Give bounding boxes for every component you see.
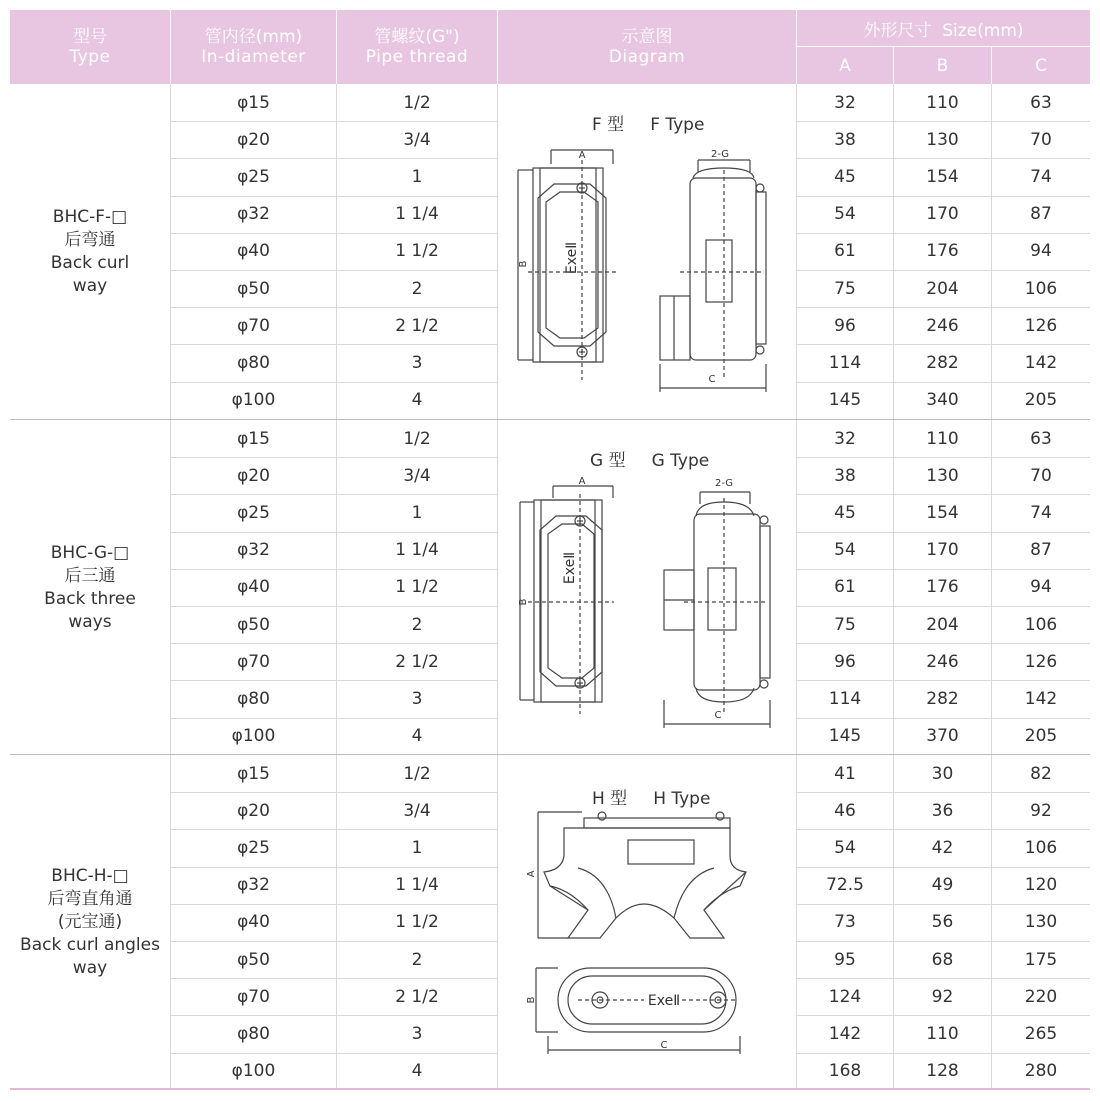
size-b-cell: 56 (931, 912, 954, 933)
diagram-label-a: A (526, 870, 537, 878)
type-name-zh: 后弯直角通 (47, 889, 133, 909)
row-divider (796, 457, 1090, 458)
type-cell-h (10, 755, 170, 1090)
diagram-title-en: G Type (651, 451, 710, 471)
pipe-thread-cell: 3 (411, 352, 423, 373)
row-divider (170, 829, 497, 830)
row-divider (170, 382, 497, 383)
size-a-cell: 73 (834, 912, 856, 933)
pipe-thread-cell: 2 1/2 (395, 651, 439, 672)
header-sep (497, 10, 498, 84)
size-c-cell: 87 (1030, 204, 1052, 225)
header-sep (170, 10, 171, 84)
size-b-cell: 246 (926, 651, 959, 672)
row-divider (796, 307, 1090, 308)
size-a-cell: 95 (834, 949, 856, 970)
row-divider (170, 606, 497, 607)
size-b-cell: 246 (926, 315, 959, 336)
inner-diameter-cell: φ32 (237, 540, 270, 561)
diagram-title-f (592, 110, 704, 135)
pipe-thread-cell: 1 (411, 166, 423, 187)
row-divider (796, 196, 1090, 197)
row-divider (170, 1015, 497, 1016)
inner-diameter-cell: φ80 (237, 688, 270, 709)
pipe-thread-cell: 2 1/2 (395, 315, 439, 336)
header-type-en: Type (69, 47, 111, 67)
diagram-title-en: H Type (653, 789, 711, 809)
pipe-thread-cell: 1/2 (403, 92, 431, 113)
row-divider (796, 158, 1090, 159)
size-c-cell: 280 (1024, 1061, 1058, 1082)
row-divider (796, 532, 1090, 533)
header-size: 外形尺寸 Size(mm) (797, 10, 1090, 46)
header-thread-en: Pipe thread (365, 47, 469, 67)
size-b-cell: 154 (926, 502, 959, 523)
row-divider (796, 941, 1090, 942)
header-sep (893, 47, 894, 84)
row-divider (796, 829, 1090, 830)
size-c-cell: 205 (1024, 726, 1058, 747)
pipe-thread-cell: 4 (411, 726, 423, 747)
diagram-marking: ExeⅡ (647, 993, 681, 1009)
size-a-cell: 145 (828, 390, 862, 411)
size-b-cell: 154 (926, 166, 959, 187)
row-divider (796, 270, 1090, 271)
pipe-thread-cell: 4 (411, 390, 423, 411)
row-divider (796, 569, 1090, 570)
diagram-label-g: 2-G (714, 478, 734, 489)
size-b-cell: 128 (926, 1061, 959, 1082)
diagram-label-b: B (518, 598, 529, 606)
pipe-thread-cell: 2 (411, 278, 423, 299)
row-divider (796, 382, 1090, 383)
size-a-cell: 46 (834, 800, 856, 821)
size-a-cell: 61 (834, 577, 856, 598)
header-size-b: B (894, 47, 991, 84)
pipe-thread-cell: 1/2 (403, 763, 431, 784)
size-c-cell: 70 (1030, 129, 1052, 150)
row-divider (170, 978, 497, 979)
inner-diameter-cell: φ40 (237, 241, 270, 262)
size-c-cell: 126 (1024, 315, 1058, 336)
size-c-cell: 205 (1024, 390, 1058, 411)
diagram-f (498, 140, 796, 400)
row-divider (170, 941, 497, 942)
size-a-cell: 75 (834, 278, 856, 299)
inner-diameter-cell: φ15 (237, 763, 270, 784)
size-b-cell: 30 (931, 763, 954, 784)
size-c-cell: 106 (1024, 614, 1058, 635)
diagram-label-c: C (714, 710, 722, 721)
type-cell-f (10, 84, 170, 419)
pipe-thread-cell: 4 (411, 1061, 423, 1082)
size-c-cell: 220 (1024, 986, 1058, 1007)
inner-diameter-cell: φ40 (237, 577, 270, 598)
row-divider (170, 457, 497, 458)
header-thread (337, 10, 497, 84)
row-divider (796, 121, 1090, 122)
inner-diameter-cell: φ50 (237, 278, 270, 299)
size-b-cell: 49 (931, 875, 954, 896)
inner-diameter-cell: φ100 (231, 1061, 276, 1082)
row-divider (796, 1053, 1090, 1054)
row-divider (170, 344, 497, 345)
row-divider (796, 718, 1090, 719)
inner-diameter-cell: φ100 (231, 390, 276, 411)
header-sep (336, 10, 337, 84)
diagram-g (498, 474, 796, 734)
size-a-cell: 72.5 (826, 875, 864, 896)
inner-diameter-cell: φ70 (237, 651, 270, 672)
table-bottom-border (10, 1088, 1090, 1090)
size-a-cell: 54 (834, 837, 856, 858)
size-c-cell: 63 (1030, 92, 1052, 113)
type-name-zh: 后弯通 (64, 229, 116, 250)
size-c-cell: 142 (1024, 352, 1058, 373)
size-a-cell: 124 (828, 986, 862, 1007)
size-c-cell: 130 (1024, 912, 1058, 933)
inner-diameter-cell: φ40 (237, 912, 270, 933)
row-divider (796, 643, 1090, 644)
pipe-thread-cell: 2 1/2 (395, 986, 439, 1007)
size-b-cell: 170 (926, 540, 959, 561)
size-c-cell: 126 (1024, 651, 1058, 672)
size-c-cell: 265 (1024, 1023, 1058, 1044)
row-divider (796, 233, 1090, 234)
size-c-cell: 92 (1030, 800, 1052, 821)
pipe-thread-cell: 1 1/4 (395, 204, 439, 225)
size-c-cell: 87 (1030, 540, 1052, 561)
diagram-label-b: B (518, 260, 529, 268)
row-divider (170, 867, 497, 868)
size-b-cell: 68 (931, 949, 954, 970)
pipe-thread-cell: 3 (411, 1023, 423, 1044)
size-a-cell: 45 (834, 166, 856, 187)
type-name-en: (元宝通) (57, 912, 123, 932)
inner-diameter-cell: φ32 (237, 204, 270, 225)
type-code: BHC-G-□ (50, 542, 130, 563)
inner-diameter-cell: φ25 (237, 837, 270, 858)
pipe-thread-cell: 2 (411, 614, 423, 635)
row-divider (170, 569, 497, 570)
size-c-cell: 94 (1030, 577, 1052, 598)
type-name-en: Back curl (50, 252, 130, 273)
pipe-thread-cell: 1 (411, 837, 423, 858)
size-c-cell: 74 (1030, 166, 1052, 187)
size-a-cell: 114 (828, 688, 862, 709)
size-a-cell: 75 (834, 614, 856, 635)
size-b-cell: 282 (926, 352, 959, 373)
header-inner-en: In-diameter (201, 47, 306, 67)
size-a-cell: 96 (834, 651, 856, 672)
pipe-thread-cell: 1 1/4 (395, 540, 439, 561)
size-a-cell: 61 (834, 241, 856, 262)
row-divider (170, 532, 497, 533)
size-a-cell: 145 (828, 726, 862, 747)
row-divider (796, 494, 1090, 495)
inner-diameter-cell: φ80 (237, 352, 270, 373)
pipe-thread-cell: 1 1/4 (395, 875, 439, 896)
size-a-cell: 38 (834, 129, 856, 150)
row-divider (796, 344, 1090, 345)
size-b-cell: 36 (931, 800, 954, 821)
row-divider (796, 606, 1090, 607)
header-sep (796, 10, 797, 84)
inner-diameter-cell: φ20 (237, 465, 270, 486)
inner-diameter-cell: φ80 (237, 1023, 270, 1044)
size-c-cell: 142 (1024, 688, 1058, 709)
size-c-cell: 82 (1030, 763, 1052, 784)
size-b-cell: 130 (926, 465, 959, 486)
header-inner-zh: 管内径(mm) (204, 27, 303, 47)
group-divider (10, 754, 1090, 755)
size-b-cell: 110 (926, 428, 959, 449)
header-diagram-zh: 示意图 (621, 27, 673, 47)
diagram-label-c: C (708, 374, 716, 385)
size-c-cell: 175 (1024, 949, 1058, 970)
diagram-label-g: 2-G (710, 149, 730, 160)
header-sep (991, 47, 992, 84)
pipe-thread-cell: 3/4 (403, 800, 431, 821)
size-b-cell: 110 (926, 92, 959, 113)
header-inner (171, 10, 336, 84)
pipe-thread-cell: 1 1/2 (395, 912, 439, 933)
inner-diameter-cell: φ20 (237, 129, 270, 150)
header-diagram-en: Diagram (608, 47, 686, 67)
row-divider (796, 978, 1090, 979)
size-b-cell: 92 (931, 986, 954, 1007)
size-b-cell: 176 (926, 241, 959, 262)
diagram-title-zh: G 型 (590, 451, 626, 471)
size-b-cell: 170 (926, 204, 959, 225)
size-c-cell: 74 (1030, 502, 1052, 523)
pipe-thread-cell: 3/4 (403, 465, 431, 486)
row-divider (796, 1015, 1090, 1016)
size-c-cell: 106 (1024, 837, 1058, 858)
header-sep (797, 46, 1090, 47)
size-c-cell: 63 (1030, 428, 1052, 449)
pipe-thread-cell: 2 (411, 949, 423, 970)
size-a-cell: 54 (834, 204, 856, 225)
type-code: BHC-H-□ (51, 866, 129, 886)
header-size-c: C (992, 47, 1090, 84)
diagram-label-a: A (578, 476, 586, 487)
type-name-en: Back three (44, 588, 136, 609)
size-b-cell: 282 (926, 688, 959, 709)
pipe-thread-cell: 1 1/2 (395, 241, 439, 262)
type-code: BHC-F-□ (52, 206, 128, 227)
row-divider (170, 718, 497, 719)
size-a-cell: 32 (834, 92, 856, 113)
size-a-cell: 114 (828, 352, 862, 373)
inner-diameter-cell: φ50 (237, 949, 270, 970)
diagram-label-a: A (578, 150, 586, 161)
size-c-cell: 120 (1024, 875, 1058, 896)
size-c-cell: 70 (1030, 465, 1052, 486)
size-b-cell: 340 (926, 390, 959, 411)
pipe-thread-cell: 1/2 (403, 428, 431, 449)
group-divider (10, 419, 1090, 420)
header-diagram (498, 10, 796, 84)
size-b-cell: 176 (926, 577, 959, 598)
size-b-cell: 204 (926, 278, 959, 299)
size-c-cell: 94 (1030, 241, 1052, 262)
diagram-h (498, 800, 796, 1060)
size-a-cell: 168 (828, 1061, 862, 1082)
row-divider (796, 792, 1090, 793)
pipe-thread-cell: 1 (411, 502, 423, 523)
diagram-marking: ExeⅡ (562, 551, 578, 585)
row-divider (170, 680, 497, 681)
row-divider (170, 196, 497, 197)
inner-diameter-cell: φ25 (237, 166, 270, 187)
size-a-cell: 142 (828, 1023, 862, 1044)
inner-diameter-cell: φ25 (237, 502, 270, 523)
size-c-cell: 106 (1024, 278, 1058, 299)
pipe-thread-cell: 3 (411, 688, 423, 709)
pipe-thread-cell: 1 1/2 (395, 577, 439, 598)
diagram-title-en: F Type (650, 115, 705, 135)
diagram-title-zh: H 型 (592, 789, 628, 809)
size-b-cell: 42 (931, 837, 954, 858)
type-cell-g (10, 420, 170, 755)
row-divider (170, 1053, 497, 1054)
row-divider (796, 904, 1090, 905)
size-a-cell: 54 (834, 540, 856, 561)
row-divider (170, 121, 497, 122)
size-a-cell: 41 (834, 763, 856, 784)
inner-diameter-cell: φ20 (237, 800, 270, 821)
row-divider (170, 904, 497, 905)
inner-diameter-cell: φ70 (237, 986, 270, 1007)
header-size-a: A (797, 47, 893, 84)
inner-diameter-cell: φ70 (237, 315, 270, 336)
size-b-cell: 204 (926, 614, 959, 635)
row-divider (170, 233, 497, 234)
pipe-thread-cell: 3/4 (403, 129, 431, 150)
row-divider (170, 792, 497, 793)
type-name-zh: 后三通 (64, 565, 116, 586)
size-b-cell: 370 (926, 726, 959, 747)
row-divider (796, 867, 1090, 868)
row-divider (170, 270, 497, 271)
size-b-cell: 110 (926, 1023, 959, 1044)
row-divider (170, 158, 497, 159)
size-a-cell: 38 (834, 465, 856, 486)
header-type (10, 10, 170, 84)
row-divider (796, 680, 1090, 681)
inner-diameter-cell: φ15 (237, 92, 270, 113)
row-divider (170, 307, 497, 308)
diagram-title-zh: F 型 (592, 115, 625, 135)
diagram-label-c: C (660, 1040, 668, 1051)
size-a-cell: 32 (834, 428, 856, 449)
header-thread-zh: 管螺纹(G") (374, 27, 460, 47)
type-name-en: way (72, 958, 108, 978)
header-type-zh: 型号 (73, 27, 107, 47)
type-name-en: ways (68, 611, 112, 632)
type-name-en: way (72, 275, 108, 296)
size-a-cell: 96 (834, 315, 856, 336)
row-divider (170, 494, 497, 495)
size-b-cell: 130 (926, 129, 959, 150)
diagram-label-b: B (526, 996, 537, 1004)
diagram-title-g (590, 446, 709, 471)
size-a-cell: 45 (834, 502, 856, 523)
inner-diameter-cell: φ15 (237, 428, 270, 449)
type-name-en: Back curl angles (20, 935, 160, 955)
inner-diameter-cell: φ100 (231, 726, 276, 747)
inner-diameter-cell: φ32 (237, 875, 270, 896)
row-divider (170, 643, 497, 644)
diagram-marking: ExeⅡ (564, 241, 580, 275)
inner-diameter-cell: φ50 (237, 614, 270, 635)
